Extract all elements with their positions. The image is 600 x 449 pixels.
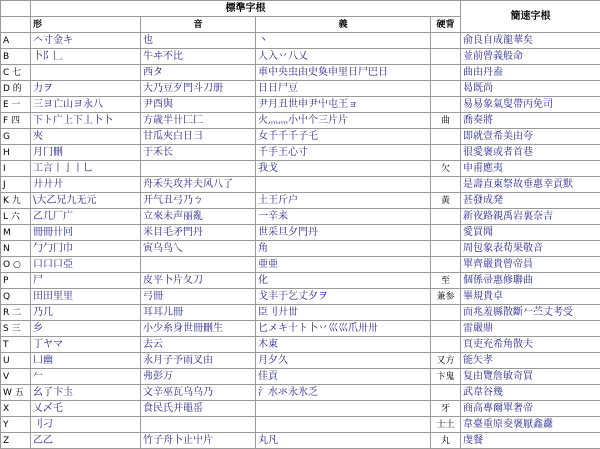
meaning-cell: 匕メキ十ト卜丷巛巛爪卅卅 (256, 321, 431, 337)
simplified-cell: 而兆羞縣散斷𠂉苎丈考受 (461, 305, 600, 321)
table-row (1, 193, 600, 209)
meaning-cell: 丶 (256, 33, 431, 49)
meaning-cell: 角 (256, 241, 431, 257)
rote-cell (431, 225, 461, 241)
meaning-cell: 戈丰于乞丈夕ヲ (256, 289, 431, 305)
rote-cell (431, 177, 461, 193)
sound-cell: 竹子舟卜止屮片 (141, 433, 256, 449)
key-cell: N (1, 241, 31, 257)
meaning-cell: 木東 (256, 337, 431, 353)
meaning-cell: 氵水氺永氷乏 (256, 385, 431, 401)
form-cell (31, 65, 141, 81)
simplified-cell: 武韋谷幾 (461, 385, 600, 401)
form-cell: 卜阝𠃊 (31, 49, 141, 65)
form-cell: 乙乙 (31, 433, 141, 449)
sound-cell: 也 (141, 33, 256, 49)
rote-cell (431, 145, 461, 161)
rote-cell (431, 81, 461, 97)
meaning-cell: 化 (256, 273, 431, 289)
rote-header: 硬背 (431, 17, 461, 33)
form-cell: 工言丨亅丨乚 (31, 161, 141, 177)
simplified-cell: 是壽直東祭故垂惠幸貢默 (461, 177, 600, 193)
key-cell: P (1, 273, 31, 289)
key-cell: L 六 (1, 209, 31, 225)
sound-cell: 去云 (141, 337, 256, 353)
form-cell: 月冂刪 (31, 145, 141, 161)
simplified-cell: 甚發成発 (461, 193, 600, 209)
key-subheader (1, 17, 31, 33)
rote-cell (431, 241, 461, 257)
rote-cell: 黃 (431, 193, 461, 209)
meaning-cell: 月夕久 (256, 353, 431, 369)
form-cell: 田田里里 (31, 289, 141, 305)
meaning-cell: 世采旦夕門丹 (256, 225, 431, 241)
rote-cell (431, 337, 461, 353)
form-cell: 夾 (31, 129, 141, 145)
meaning-header: 義 (256, 17, 431, 33)
table-row (1, 353, 600, 369)
table-row (1, 401, 600, 417)
key-cell: G (1, 129, 31, 145)
simplified-cell: 很愛褒或者首巷 (461, 145, 600, 161)
simplified-cell: 曷既尚 (461, 81, 600, 97)
rote-cell (431, 129, 461, 145)
meaning-cell: 佳貢 (256, 369, 431, 385)
rote-cell (431, 49, 461, 65)
key-cell: Y (1, 417, 31, 433)
rote-cell (431, 33, 461, 49)
simplified-cell: 即就壹希美由夸 (461, 129, 600, 145)
key-cell: F 四 (1, 113, 31, 129)
sound-cell (141, 257, 256, 273)
simplified-radicals-header: 簡速字根 (461, 1, 600, 33)
table-row (1, 113, 600, 129)
table-row (1, 81, 600, 97)
key-header (1, 1, 31, 17)
table-row (1, 385, 600, 401)
meaning-cell: 亜亜 (256, 257, 431, 273)
sound-cell: 甘瓜夾白日彐 (141, 129, 256, 145)
sound-cell: 尹酉與 (141, 97, 256, 113)
form-cell: 力ヲ (31, 81, 141, 97)
sound-cell: 皮平卜片夂刀 (141, 273, 256, 289)
simplified-cell: 能矢孝 (461, 353, 600, 369)
simplified-cell: 虔餐 (461, 433, 600, 449)
key-cell: O ○ (1, 257, 31, 273)
key-cell: U (1, 353, 31, 369)
sound-cell: 立來未声丽亂 (141, 209, 256, 225)
table-row (1, 433, 600, 449)
table-row (1, 161, 600, 177)
table-row (1, 129, 600, 145)
standard-radicals-header: 標準字根 (31, 1, 461, 17)
table-row (1, 209, 600, 225)
rote-cell: 卞鬼 (431, 369, 461, 385)
simplified-cell: 畢規貴卓 (461, 289, 600, 305)
form-cell: 口口口亞 (31, 257, 141, 273)
table-row (1, 273, 600, 289)
rote-cell: 丸 (431, 433, 461, 449)
table-row (1, 145, 600, 161)
form-header: 形 (31, 17, 141, 33)
key-cell: X (1, 401, 31, 417)
meaning-cell: 千手王心寸 (256, 145, 431, 161)
form-cell: 丁ヤマ (31, 337, 141, 353)
sound-cell (141, 161, 256, 177)
simplified-cell: 喬奏將 (461, 113, 600, 129)
meaning-cell: 車中央虫由史奐申里日尸巴日 (256, 65, 431, 81)
rote-cell: 士土 (431, 417, 461, 433)
form-cell: 乙几厂广 (31, 209, 141, 225)
simplified-cell: 复由覽詹敏奇買 (461, 369, 600, 385)
key-cell: K 九 (1, 193, 31, 209)
sound-cell: 耳耳儿冊 (141, 305, 256, 321)
simplified-cell: 曲由丹盍 (461, 65, 600, 81)
table-row (1, 337, 600, 353)
form-cell: 乃几 (31, 305, 141, 321)
sound-cell: 舟禾失攻丼夫风八了 (141, 177, 256, 193)
form-cell: 幺了卞圡 (31, 385, 141, 401)
form-cell: 乂乄乇 (31, 401, 141, 417)
form-cell: 𠆢寸金キ (31, 33, 141, 49)
sound-cell: 西タ (141, 65, 256, 81)
key-cell: A (1, 33, 31, 49)
table-row (1, 241, 600, 257)
table-row (1, 417, 600, 433)
simplified-cell: 易易象氣叟帶丙免司 (461, 97, 600, 113)
sound-cell (141, 417, 256, 433)
meaning-cell: 人入丷八乂 (256, 49, 431, 65)
rote-cell (431, 209, 461, 225)
key-cell: I (1, 161, 31, 177)
form-cell: 尸 (31, 273, 141, 289)
simplified-cell: 單齊嚴貴曾帝員 (461, 257, 600, 273)
key-cell: T (1, 337, 31, 353)
simplified-cell: 韋臺重原夌褒厭鑫纛 (461, 417, 600, 433)
simplified-cell: 商高專爾單奢帝 (461, 401, 600, 417)
rote-cell (431, 385, 461, 401)
rote-cell: 欠 (431, 161, 461, 177)
simplified-cell: 愛買聞 (461, 225, 600, 241)
sound-cell: 米目毛矛門丹 (141, 225, 256, 241)
rote-cell (431, 97, 461, 113)
sound-cell: 文辛巫瓦乌乌乃 (141, 385, 256, 401)
key-cell: W 五 (1, 385, 31, 401)
table-row (1, 49, 600, 65)
table-row (1, 257, 600, 273)
rote-cell (431, 257, 461, 273)
simplified-cell: 新夜路親禹岩裏奈吉 (461, 209, 600, 225)
simplified-cell: 申甫應夷 (461, 161, 600, 177)
simplified-cell: 頁吏充希角散夫 (461, 337, 600, 353)
table-row (1, 321, 600, 337)
key-cell: C 七 (1, 65, 31, 81)
sound-cell: 小少糸身世冊刪生 (141, 321, 256, 337)
sound-cell: 方歳半卄匚匚 (141, 113, 256, 129)
form-cell: 乡 (31, 321, 141, 337)
key-cell: V (1, 369, 31, 385)
sound-cell: 于禾长 (141, 145, 256, 161)
meaning-cell (256, 417, 431, 433)
rote-cell: 又方 (431, 353, 461, 369)
meaning-cell: 土王斤户 (256, 193, 431, 209)
simplified-cell: 周包象表荀果敬音 (461, 241, 600, 257)
simplified-cell: 個係帚惠修聯曲 (461, 273, 600, 289)
simplified-cell: 並前曾義般命 (461, 49, 600, 65)
rote-cell (431, 321, 461, 337)
table-row (1, 33, 600, 49)
table-row (1, 177, 600, 193)
table-row (1, 305, 600, 321)
meaning-cell: 尹月丑世申尹屮屯王ョ (256, 97, 431, 113)
key-cell: D 的 (1, 81, 31, 97)
key-cell: M (1, 225, 31, 241)
sound-header: 音 (141, 17, 256, 33)
table-row (1, 65, 600, 81)
sound-cell: 弓冊 (141, 289, 256, 305)
form-cell: 三ヨ亡山ヨ永八 (31, 97, 141, 113)
table-row (1, 225, 600, 241)
table-row (1, 369, 600, 385)
simplified-cell: 雷嚴鼎 (461, 321, 600, 337)
form-cell: 廾廾廾 (31, 177, 141, 193)
form-cell: 下ト广上下丄卜卜 (31, 113, 141, 129)
sound-cell: 永月子予雨叉由 (141, 353, 256, 369)
key-cell: S 三 (1, 321, 31, 337)
key-cell: E 一 (1, 97, 31, 113)
sound-cell: 寅乌鸟乀 (141, 241, 256, 257)
key-cell: J (1, 177, 31, 193)
form-cell: \大乙兄九无元 (31, 193, 141, 209)
key-cell: B (1, 49, 31, 65)
sound-cell: 食民氏并黽䍃 (141, 401, 256, 417)
rote-cell: 至 (431, 273, 461, 289)
rote-cell: 牙 (431, 401, 461, 417)
form-cell: 𠂉 (31, 369, 141, 385)
meaning-cell: 火灬灬小屮个三片片 (256, 113, 431, 129)
key-cell: R 二 (1, 305, 31, 321)
sound-cell: 弗彭万 (141, 369, 256, 385)
meaning-cell: 我戈 (256, 161, 431, 177)
rote-cell: 曲 (431, 113, 461, 129)
form-cell: 刂刁 (31, 417, 141, 433)
table-row (1, 97, 600, 113)
meaning-cell: 一辛来 (256, 209, 431, 225)
sound-cell: 大乃豆歹門斗刀册 (141, 81, 256, 97)
rote-cell: 兼参 (431, 289, 461, 305)
sound-cell: 开气丑弓乃ㄅ (141, 193, 256, 209)
meaning-cell: 日日尸豆 (256, 81, 431, 97)
key-cell: Z (1, 433, 31, 449)
simplified-cell: 俞良自成龍華矣 (461, 33, 600, 49)
table-row (1, 289, 600, 305)
rote-cell (431, 65, 461, 81)
form-cell: 冊冊卄冋 (31, 225, 141, 241)
meaning-cell: 丸凡 (256, 433, 431, 449)
rote-cell (431, 305, 461, 321)
meaning-cell (256, 401, 431, 417)
sound-cell: 牛ヰ不比 (141, 49, 256, 65)
form-cell: 凵幽 (31, 353, 141, 369)
meaning-cell: 臣刂廾丗 (256, 305, 431, 321)
meaning-cell (256, 177, 431, 193)
key-cell: H (1, 145, 31, 161)
meaning-cell: 女千千千子乇 (256, 129, 431, 145)
form-cell: 勹勹冂巾 (31, 241, 141, 257)
key-cell: Q (1, 289, 31, 305)
